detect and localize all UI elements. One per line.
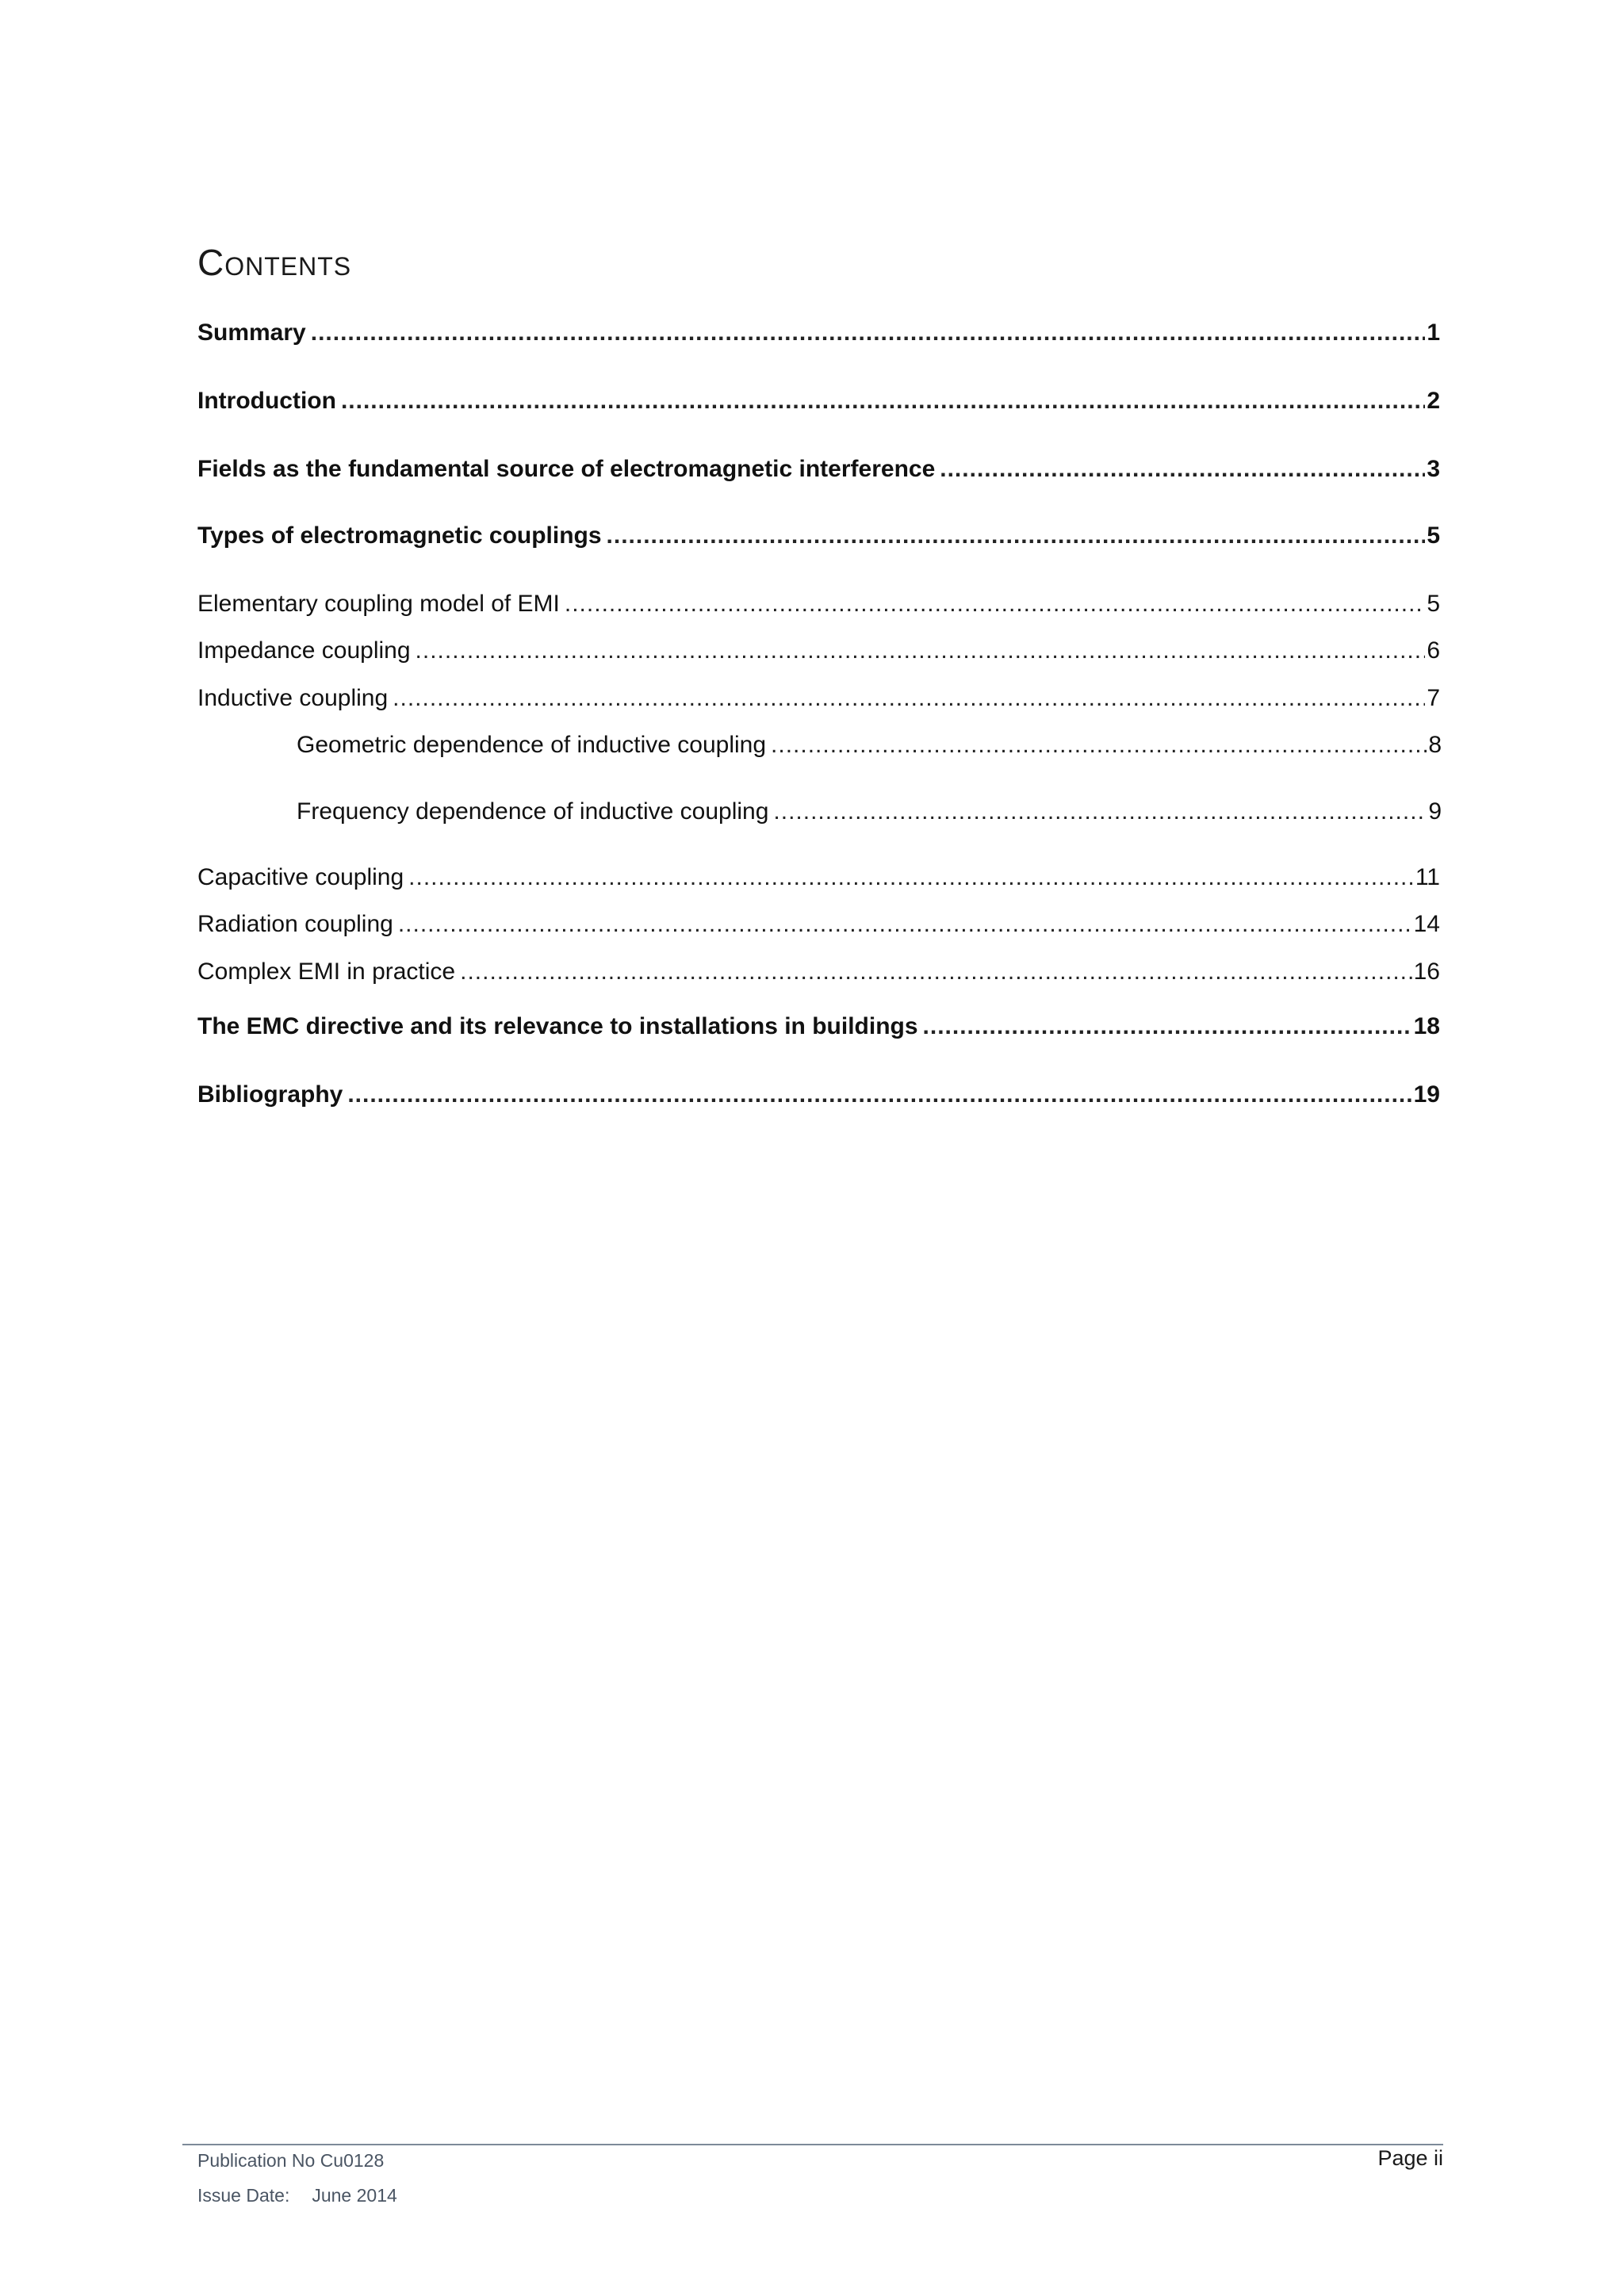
- toc-entry-page: 5: [1427, 591, 1440, 617]
- toc-entry-page: 16: [1413, 959, 1440, 985]
- toc-entry-page: 18: [1413, 1013, 1440, 1039]
- toc-entry[interactable]: [197, 588, 1440, 620]
- toc-entry[interactable]: [197, 862, 1440, 894]
- toc-entry-label: Elementary coupling model of EMI: [197, 591, 560, 617]
- toc-entry[interactable]: [197, 1011, 1440, 1043]
- publication-number: Publication No Cu0128: [197, 2150, 385, 2171]
- toc-entry-label: Bibliography: [197, 1081, 343, 1108]
- issue-date-value: June 2014: [312, 2185, 397, 2206]
- toc-entry-page: 5: [1427, 522, 1440, 549]
- toc-dot-leader: [565, 588, 1425, 620]
- toc-entry-label: Impedance coupling: [197, 637, 411, 664]
- toc-entry[interactable]: [297, 729, 1442, 761]
- toc-entry-label: Types of electromagnetic couplings: [197, 522, 602, 549]
- toc-entry[interactable]: [197, 317, 1440, 349]
- toc-entry-label: Capacitive coupling: [197, 864, 404, 890]
- toc-entry[interactable]: [197, 520, 1440, 552]
- toc-entry[interactable]: [197, 1079, 1440, 1111]
- toc-dot-leader: [773, 796, 1427, 828]
- toc-entry-page: 2: [1427, 388, 1440, 414]
- toc-entry-page: 19: [1413, 1081, 1440, 1108]
- toc-entry-page: 6: [1427, 637, 1440, 664]
- toc-dot-leader: [398, 909, 1412, 940]
- toc-entry[interactable]: [297, 796, 1442, 828]
- toc-entry-page: 7: [1427, 685, 1440, 711]
- toc-entry-label: Introduction: [197, 388, 336, 414]
- toc-entry-page: 1: [1427, 320, 1440, 346]
- toc-dot-leader: [347, 1079, 1411, 1111]
- toc-entry[interactable]: [197, 956, 1440, 988]
- toc-entry[interactable]: [197, 385, 1440, 417]
- toc-entry-page: 11: [1415, 864, 1440, 890]
- toc-entry-page: 8: [1428, 732, 1442, 758]
- toc-entry[interactable]: [197, 635, 1440, 667]
- toc-entry-label: Radiation coupling: [197, 911, 393, 937]
- footer-divider: [182, 2144, 1443, 2145]
- toc-entry[interactable]: [197, 683, 1440, 714]
- toc-dot-leader: [923, 1011, 1412, 1043]
- toc-dot-leader: [393, 683, 1425, 714]
- toc-entry[interactable]: [197, 453, 1440, 485]
- toc-entry[interactable]: [197, 909, 1440, 940]
- page-number: Page ii: [1377, 2146, 1443, 2170]
- toc-entry-label: Inductive coupling: [197, 685, 389, 711]
- toc-dot-leader: [341, 385, 1425, 417]
- toc-dot-leader: [416, 635, 1426, 667]
- toc-dot-leader: [408, 862, 1414, 894]
- toc-entry-label: Geometric dependence of inductive coupling: [297, 732, 767, 758]
- toc-entry-label: Complex EMI in practice: [197, 959, 456, 985]
- toc-entry-label: Fields as the fundamental source of electromagnetic interference: [197, 456, 936, 482]
- contents-heading: Contents: [197, 242, 352, 283]
- issue-date-label: Issue Date:: [197, 2185, 290, 2206]
- toc-entry-page: 9: [1428, 798, 1442, 825]
- toc-dot-leader: [311, 317, 1426, 349]
- issue-date: [197, 2182, 397, 2209]
- toc-entry-page: 14: [1413, 911, 1440, 937]
- toc-dot-leader: [940, 453, 1425, 485]
- toc-entry-label: Frequency dependence of inductive coupling: [297, 798, 769, 825]
- toc-entry-label: Summary: [197, 320, 306, 346]
- toc-dot-leader: [771, 729, 1427, 761]
- toc-entry-page: 3: [1427, 456, 1440, 482]
- toc-entry-label: The EMC directive and its relevance to installations in buildings: [197, 1013, 918, 1039]
- toc-dot-leader: [460, 956, 1412, 988]
- toc-dot-leader: [607, 520, 1426, 552]
